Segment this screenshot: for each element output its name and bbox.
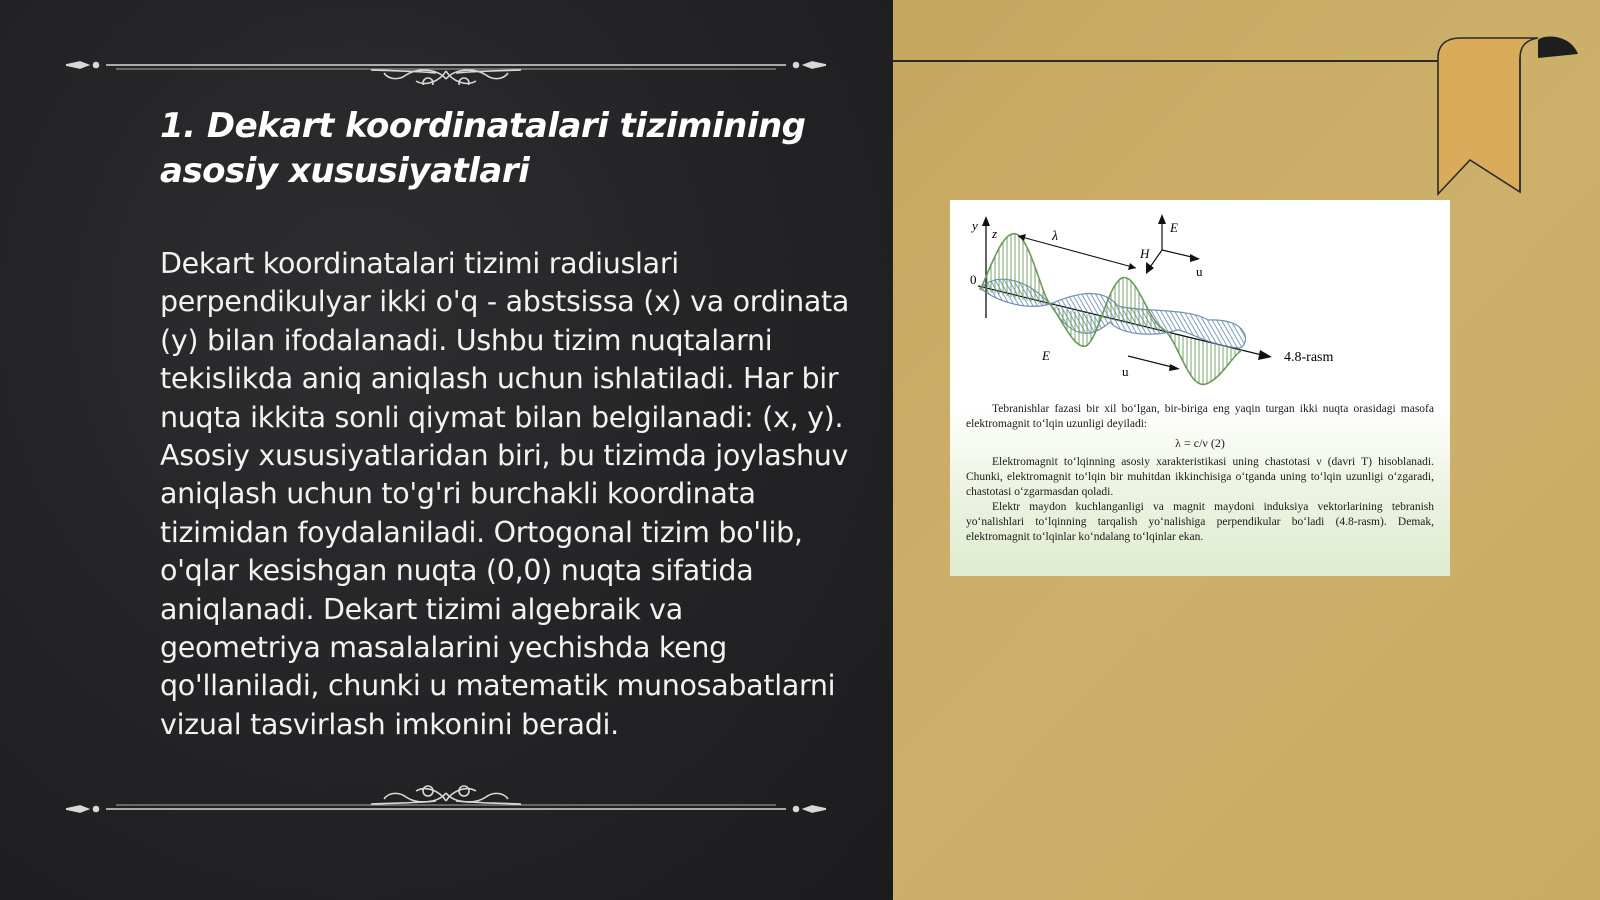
ornament-divider-bottom [66,785,826,825]
label-lambda: λ [1052,229,1059,244]
em-wave-diagram [950,200,1450,400]
figure-caption [966,402,1434,545]
slide-title: 1. Dekart koordinatalari tizimining asosiy xususiyatlari [160,106,806,191]
caption-paragraph-3: Elektr maydon kuchlanganligi va magnit maydoni induksiya vektorlarining tebranish yo‘nalishlari to‘lqinning tarqalish yo‘nalishiga perpendikular bo‘ladi (4.8-rasm). Demak, elektromagnit to‘lqinlar ko‘ndalang to‘lqinlar ekan. [966,501,1434,543]
figure-number: 4.8-rasm [1284,350,1334,365]
wavelength-formula: λ = c/ν (2) [1175,436,1225,450]
label-u-bottom: u [1122,364,1129,379]
label-origin: 0 [970,272,977,287]
label-u-top: u [1196,264,1203,279]
ornament-divider-top [66,45,826,85]
label-y: y [972,218,978,233]
slide-body-text: Dekart koordinatalari tizimi radiuslari perpendikulyar ikki o'q - abstsissa (x) va ordinata (y) bilan ifodalanadi. Ushbu tizim nuqtalarni tekislikda aniq aniqlash uchun ishlatiladi. Har bir nuqta ikkita sonli qiymat bilan belgilanadi: (x, y). Asosiy xususiyatlaridan biri, bu tizimda joylashuv aniqlash uchun to'g'ri burchakli koordinata tizimidan foydalaniladi. Ortogonal tizim bo'lib, o'qlar kesishgan nuqta (0,0) nuqta sifatida aniqlanadi. Dekart tizimi algebraik va geometriya masalalarini yechishda keng qo'llaniladi, chunki u matematik munosabatlarni vizual tasvirlash imkonini beradi. [160,247,850,741]
label-E-top: E [1170,220,1178,235]
caption-paragraph-2: Elektromagnit to‘lqinning asosiy xarakteristikasi uning chastotasi ν (davri T) hisoblanadi. Chunki, elektromagnit to‘lqin bir muhitdan ikkinchisiga o‘tganda uning to‘lqin uzunligi o‘zgaradi, chastotasi o‘zgarmasdan qoladi. [966,456,1434,498]
decorative-rule [893,60,1438,62]
label-H: H [1140,246,1150,261]
label-z: z [992,226,998,241]
label-E-bottom: E [1042,348,1050,363]
bookmark-ribbon-icon [1420,32,1600,202]
caption-paragraph-1: Tebranishlar fazasi bir xil bo‘lgan, bir-biriga eng yaqin turgan ikki nuqta orasidagi masofa elektromagnit to‘lqin uzunligi deyiladi: [966,403,1434,430]
electromagnetic-wave-figure [950,200,1450,576]
